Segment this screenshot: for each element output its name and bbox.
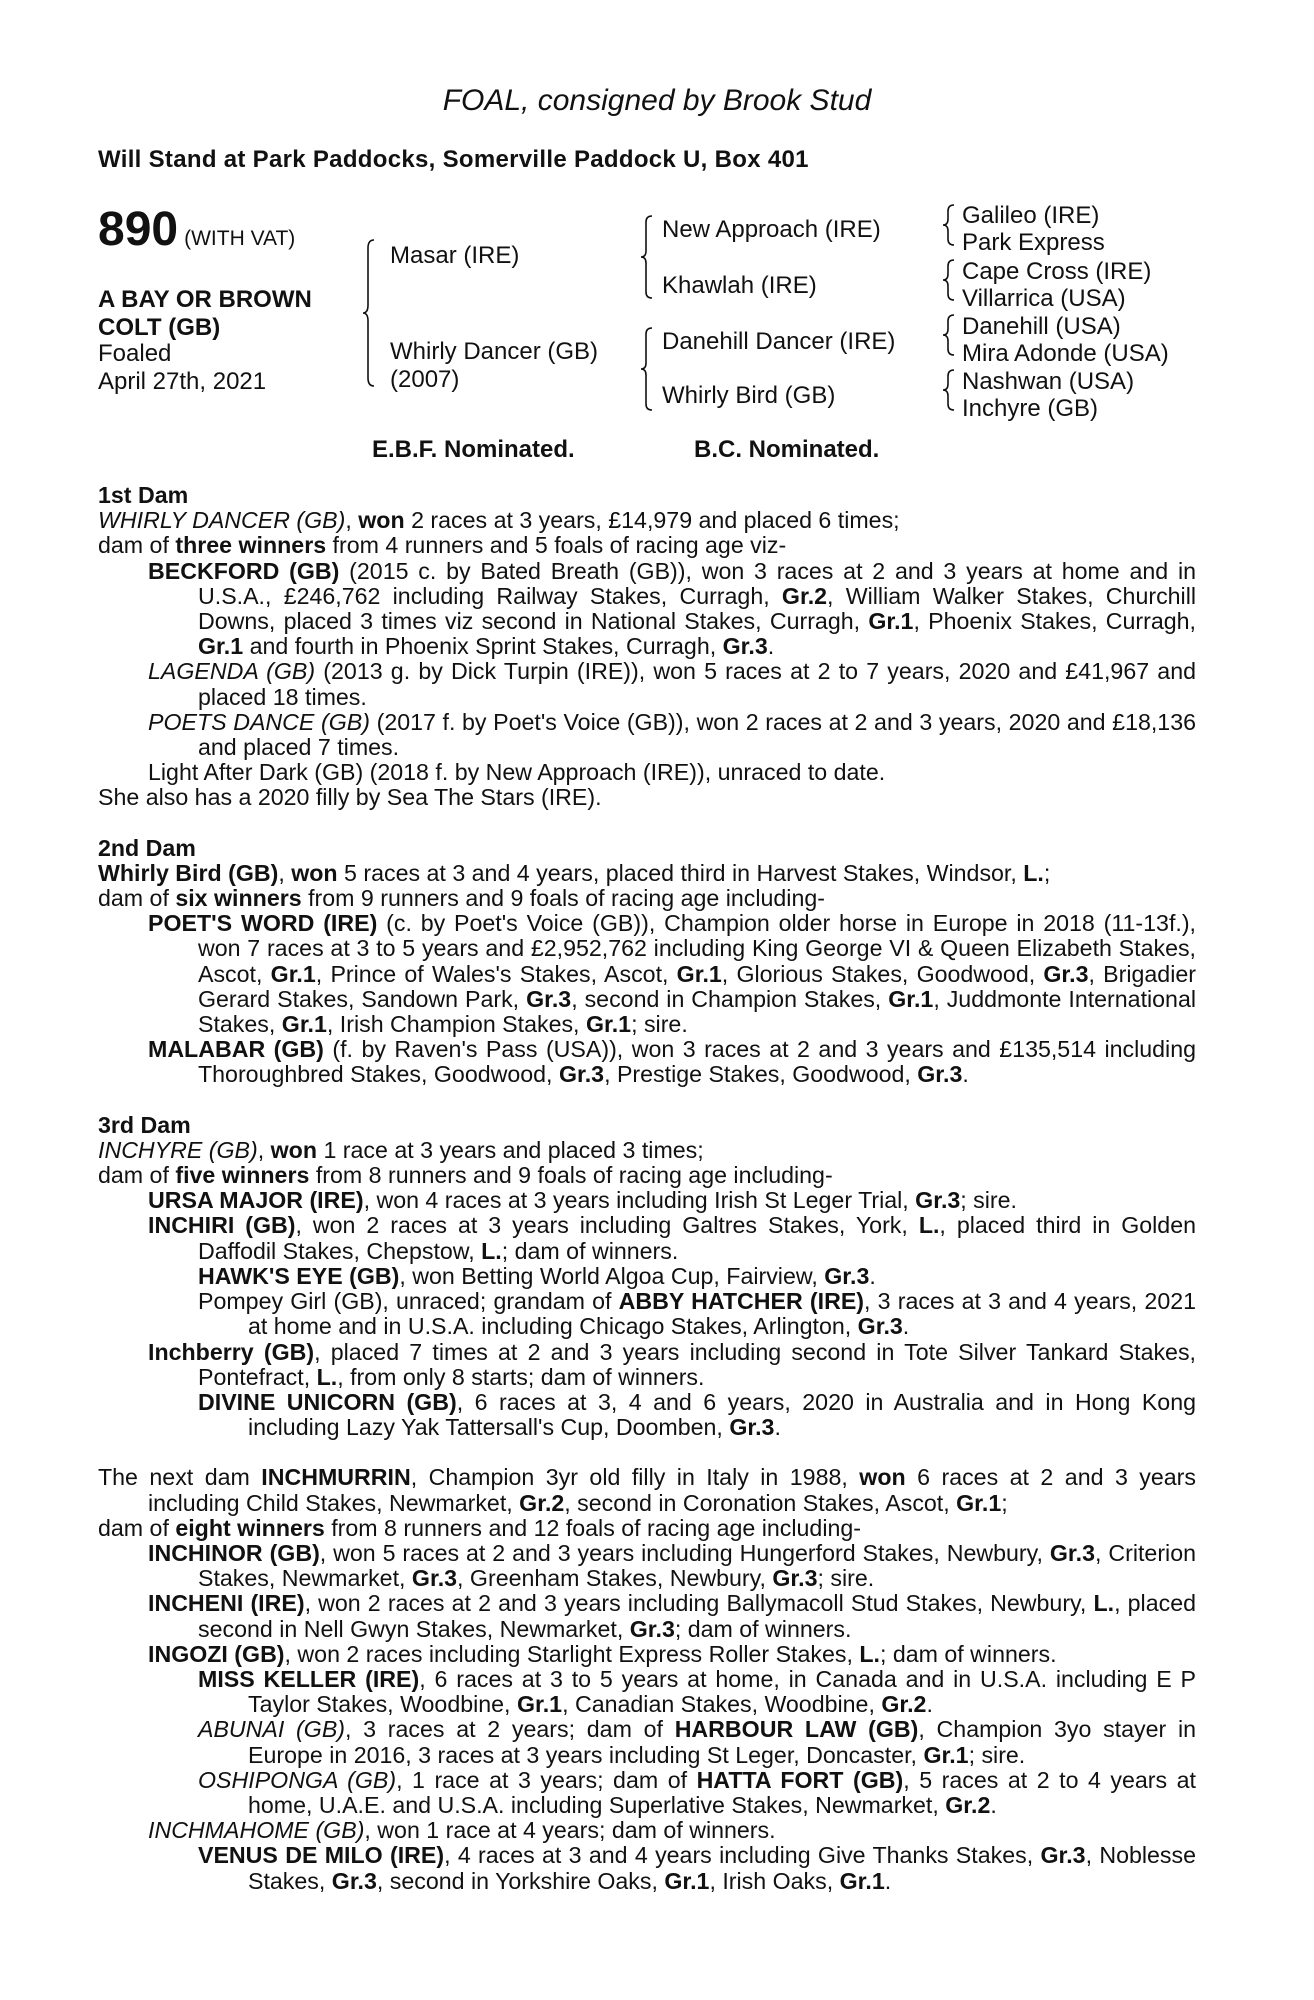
foaled-date: April 27th, 2021 — [98, 368, 267, 395]
text-run: . — [774, 1414, 781, 1441]
text-run: dam of — [98, 1514, 176, 1541]
emphasis-text: HAWK'S EYE (GB) — [198, 1262, 400, 1289]
emphasis-text: HARBOUR LAW (GB) — [674, 1716, 919, 1743]
text-run: , Canadian Stakes, Woodbine, — [562, 1691, 882, 1718]
emphasis-text: Gr.3 — [629, 1615, 675, 1642]
text-run: ; sire. — [817, 1565, 875, 1592]
third-dam-para — [98, 1289, 1196, 1339]
pedigree-brace-6 — [942, 313, 956, 357]
emphasis-text: Gr.3 — [558, 1061, 605, 1088]
emphasis-text: Gr.1 — [888, 985, 934, 1012]
italic-name: POETS DANCE (GB) — [148, 708, 370, 735]
emphasis-text: Gr.1 — [585, 1011, 632, 1038]
emphasis-text: Gr.2 — [519, 1489, 565, 1516]
emphasis-text: L. — [859, 1640, 880, 1667]
italic-name: ABUNAI (GB) — [198, 1716, 346, 1743]
third-dam-para — [98, 1213, 1196, 1263]
text-run: 2 races at 3 years, £14,979 and placed 6 times; — [404, 507, 900, 534]
text-run: (2015 c. by Bated Breath (GB)), won 3 races at 2 and 3 years at home and in U.S.A., £246,762 including Railway Stakes, Curragh, — [198, 557, 1196, 609]
text-run: 5 races at 3 and 4 years, placed third in Harvest Stakes, Windsor, — [337, 859, 1024, 886]
emphasis-text: POET'S WORD (IRE) — [148, 910, 378, 937]
third-dam-para — [98, 1188, 1196, 1213]
next-dam-para — [98, 1818, 1196, 1843]
text-run: . — [869, 1262, 876, 1289]
emphasis-text: won — [358, 507, 405, 534]
first-dam-para — [98, 710, 1196, 760]
emphasis-text: INCHMURRIN — [261, 1464, 411, 1491]
text-run: , second in Champion Stakes, — [571, 985, 889, 1012]
pedigree-sire-sire: New Approach (IRE) — [662, 216, 881, 243]
text-run: , William Walker Stakes, Churchill Downs, placed 3 times viz second in National Stakes, Curragh, — [198, 582, 1197, 635]
text-run: (c. by Poet's Voice (GB)), Champion older horse in Europe in 2018 (11-13f.), won 7 races at 3 to 5 years and £2,952,762 including King George VI & Queen Elizabeth Stakes, Ascot, — [198, 910, 1196, 987]
emphasis-text: DIVINE UNICORN (GB) — [198, 1388, 457, 1415]
next-dam-para — [98, 1465, 1196, 1515]
first-dam-section — [98, 483, 1196, 811]
emphasis-text: INCHIRI (GB) — [148, 1212, 296, 1239]
emphasis-text: HATTA FORT (GB) — [696, 1766, 904, 1793]
emphasis-text: Gr.2 — [781, 582, 828, 609]
text-run: The next dam — [98, 1464, 262, 1491]
emphasis-text: Gr.3 — [1040, 1842, 1086, 1869]
text-run: ; sire. — [968, 1741, 1026, 1768]
text-run: from 8 runners and 9 foals of racing age including- — [309, 1162, 833, 1189]
pedigree-g8: Inchyre (GB) — [962, 395, 1099, 422]
text-run: (2013 g. by Dick Turpin (IRE)), won 5 races at 2 to 7 years, 2020 and £41,967 and placed 18 times. — [198, 658, 1196, 710]
italic-name: INCHYRE (GB) — [98, 1136, 258, 1163]
emphasis-text: Gr.3 — [772, 1565, 818, 1592]
pedigree-g7: Nashwan (USA) — [962, 368, 1135, 395]
first-dam-para — [98, 533, 1196, 558]
text-run: , Champion 3yr old filly in Italy in 1988, — [410, 1464, 860, 1491]
emphasis-text: Gr.3 — [411, 1565, 458, 1592]
emphasis-text: ABBY HATCHER (IRE) — [618, 1288, 865, 1315]
pedigree-g4: Villarrica (USA) — [962, 285, 1126, 312]
text-run: . — [902, 1313, 910, 1340]
text-run: , won 1 race at 4 years; dam of winners. — [364, 1817, 776, 1844]
emphasis-text: MISS KELLER (IRE) — [198, 1665, 420, 1692]
third-dam-para — [98, 1163, 1196, 1188]
emphasis-text: VENUS DE MILO (IRE) — [198, 1842, 445, 1869]
description-line-1: A BAY OR BROWN — [98, 286, 312, 313]
text-run: dam of — [98, 885, 176, 912]
text-run: , Prince of Wales's Stakes, Ascot, — [315, 960, 677, 987]
pedigree-brace-7 — [942, 368, 956, 412]
text-run: dam of — [98, 1162, 176, 1189]
ebf-nomination: E.B.F. Nominated. — [372, 436, 575, 463]
text-run: , 3 races at 2 years; dam of — [345, 1716, 675, 1743]
text-run: Light After Dark (GB) (2018 f. by New Approach (IRE)), unraced to date. — [148, 759, 886, 786]
text-run: , 3 races at 3 and 4 years, 2021 at home and in U.S.A. including Chicago Stakes, Arlington, — [248, 1288, 1197, 1340]
text-run: , — [278, 859, 292, 886]
lot-number: 890 — [98, 203, 179, 256]
emphasis-text: Gr.3 — [857, 1313, 903, 1340]
text-run: from 8 runners and 12 foals of racing age including- — [324, 1514, 861, 1541]
emphasis-text: Gr.2 — [881, 1691, 927, 1718]
text-run: , won 4 races at 3 years including Irish St Leger Trial, — [363, 1187, 916, 1214]
emphasis-text: Gr.1 — [664, 1867, 710, 1894]
text-run: , 5 races at 2 to 4 years at home, U.A.E. and U.S.A. including Superlative Stakes, Newmarket, — [248, 1766, 1196, 1818]
emphasis-text: L. — [316, 1363, 338, 1390]
third-dam-para — [98, 1138, 1196, 1163]
text-run: . — [990, 1791, 997, 1818]
third-dam-section — [98, 1113, 1196, 1441]
first-dam-para — [98, 785, 1196, 810]
text-run: , won 5 races at 2 and 3 years including Hungerford Stakes, Newbury, — [319, 1539, 1050, 1566]
emphasis-text: Gr.3 — [917, 1061, 963, 1088]
emphasis-text: Gr.2 — [945, 1791, 991, 1818]
emphasis-text: INCHENI (IRE) — [148, 1590, 305, 1617]
emphasis-text: eight winners — [175, 1514, 325, 1541]
text-run: from 9 runners and 9 foals of racing age including- — [301, 885, 825, 912]
text-run: (f. by Raven's Pass (USA)), won 3 races at 2 and 3 years and £135,514 including Thoroughbred Stakes, Goodwood, — [198, 1036, 1196, 1088]
third-dam-para — [98, 1390, 1196, 1440]
italic-name: LAGENDA (GB) — [148, 658, 316, 685]
next-dam-para — [98, 1591, 1196, 1641]
next-dam-para — [98, 1642, 1196, 1667]
text-run: , Juddmonte International Stakes, — [198, 985, 1196, 1038]
emphasis-text: BECKFORD (GB) — [148, 557, 340, 584]
emphasis-text: L. — [918, 1212, 940, 1239]
pedigree-dam-year: (2007) — [390, 366, 460, 393]
emphasis-text: won — [270, 1136, 318, 1163]
text-run: ; dam of winners. — [501, 1237, 679, 1264]
pedigree-brace-3 — [640, 326, 654, 412]
text-run: . — [767, 633, 775, 660]
emphasis-text: Inchberry (GB) — [148, 1338, 315, 1365]
emphasis-text: Whirly Bird (GB) — [98, 859, 279, 886]
emphasis-text: Gr.3 — [331, 1867, 377, 1894]
emphasis-text: Gr.1 — [516, 1691, 563, 1718]
text-run: , Glorious Stakes, Goodwood, — [721, 960, 1044, 987]
text-run: , Champion 3yo stayer in Europe in 2016, 3 races at 3 years including St Leger, Doncaster, — [248, 1716, 1197, 1768]
emphasis-text: five winners — [175, 1162, 310, 1189]
text-run: , won Betting World Algoa Cup, Fairview, — [399, 1262, 825, 1289]
text-run: . — [884, 1867, 892, 1894]
text-run: , Noblesse Stakes, — [248, 1842, 1196, 1894]
text-run: , placed 7 times at 2 and 3 years including second in Tote Silver Tankard Stakes, Pontefract, — [198, 1338, 1196, 1390]
next-dam-para — [98, 1541, 1196, 1591]
emphasis-text: Gr.1 — [839, 1867, 885, 1894]
first-dam-heading: 1st Dam — [98, 482, 189, 508]
foaled-label: Foaled — [98, 340, 172, 367]
catalogue-body — [98, 483, 1196, 1894]
text-run: , Prestige Stakes, Goodwood, — [604, 1061, 918, 1088]
pedigree-dam: Whirly Dancer (GB) — [390, 338, 599, 365]
first-dam-para — [98, 508, 1196, 533]
italic-name: INCHMAHOME (GB) — [148, 1817, 365, 1844]
text-run: , won 2 races at 3 years including Galtres Stakes, York, — [295, 1212, 919, 1239]
pedigree-brace-5 — [942, 258, 956, 302]
bc-nomination: B.C. Nominated. — [694, 436, 880, 463]
text-run: , second in Coronation Stakes, Ascot, — [564, 1489, 957, 1516]
second-dam-para — [98, 911, 1196, 1037]
first-dam-para — [98, 559, 1196, 660]
next-dam-para — [98, 1516, 1196, 1541]
second-dam-para — [98, 861, 1196, 886]
pedigree-dam-dam: Whirly Bird (GB) — [662, 382, 836, 409]
pedigree-brace-1 — [362, 238, 376, 388]
emphasis-text: Gr.3 — [824, 1262, 870, 1289]
description-line-2: COLT (GB) — [98, 314, 221, 341]
emphasis-text: Gr.3 — [729, 1414, 775, 1441]
emphasis-text: INGOZI (GB) — [148, 1640, 285, 1667]
pedigree-g2: Park Express — [962, 229, 1105, 256]
text-run: , 6 races at 3 to 5 years at home, in Canada and in U.S.A. including E P Taylor Stakes, Woodbine, — [248, 1665, 1197, 1718]
text-run: , Brigadier Gerard Stakes, Sandown Park, — [198, 960, 1196, 1012]
emphasis-text: Gr.1 — [676, 960, 722, 987]
pedigree-sire-dam: Khawlah (IRE) — [662, 272, 817, 299]
text-run: , won 2 races at 2 and 3 years including Ballymacoll Stud Stakes, Newbury, — [304, 1590, 1094, 1617]
stand-location: Will Stand at Park Paddocks, Somerville Paddock U, Box 401 — [98, 146, 809, 173]
pedigree-g3: Cape Cross (IRE) — [962, 258, 1152, 285]
emphasis-text: L. — [1023, 859, 1044, 886]
text-run: , placed third in Golden Daffodil Stakes, Chepstow, — [198, 1212, 1196, 1264]
text-run: ; sire. — [631, 1011, 688, 1038]
emphasis-text: won — [291, 859, 338, 886]
third-dam-heading: 3rd Dam — [98, 1111, 191, 1138]
text-run: ; sire. — [960, 1187, 1017, 1214]
next-dam-para — [98, 1768, 1196, 1818]
next-dam-para — [98, 1717, 1196, 1767]
next-dam-para — [98, 1843, 1196, 1893]
emphasis-text: Gr.1 — [868, 608, 914, 635]
text-run: (2017 f. by Poet's Voice (GB)), won 2 races at 2 and 3 years, 2020 and £18,136 and placed 7 times. — [198, 708, 1196, 761]
second-dam-para — [98, 886, 1196, 911]
pedigree-dam-sire: Danehill Dancer (IRE) — [662, 328, 896, 355]
emphasis-text: Gr.3 — [1043, 960, 1089, 987]
second-dam-para — [98, 1037, 1196, 1087]
text-run: , Irish Oaks, — [709, 1867, 840, 1894]
text-run: ; dam of winners. — [879, 1640, 1057, 1667]
text-run: ; — [1001, 1489, 1008, 1516]
text-run: . — [926, 1691, 933, 1718]
text-run: She also has a 2020 filly by Sea The Stars (IRE). — [98, 784, 602, 811]
emphasis-text: Gr.3 — [915, 1187, 961, 1214]
emphasis-text: L. — [1093, 1590, 1115, 1617]
text-run: , Irish Champion Stakes, — [326, 1011, 586, 1038]
text-run: dam of — [98, 532, 176, 559]
next-dam-section — [98, 1465, 1196, 1893]
text-run: , 1 race at 3 years; dam of — [396, 1766, 697, 1793]
pedigree-brace-4 — [942, 203, 956, 247]
emphasis-text: MALABAR (GB) — [148, 1036, 324, 1063]
italic-name: WHIRLY DANCER (GB) — [98, 507, 346, 534]
foaling-info — [98, 340, 266, 396]
lot-header — [98, 202, 295, 257]
text-run: ; dam of winners. — [674, 1615, 852, 1642]
second-dam-section — [98, 836, 1196, 1088]
text-run: , from only 8 starts; dam of winners. — [337, 1363, 705, 1390]
emphasis-text: URSA MAJOR (IRE) — [148, 1187, 364, 1214]
page-title: FOAL, consigned by Brook Stud — [442, 84, 872, 117]
text-run: ; — [1043, 859, 1051, 886]
text-run: . — [962, 1061, 969, 1088]
text-run: , Phoenix Stakes, Curragh, — [913, 608, 1196, 635]
text-run: , won 2 races including Starlight Express Roller Stakes, — [284, 1640, 860, 1667]
text-run: 1 race at 3 years and placed 3 times; — [317, 1136, 704, 1163]
text-run: , 4 races at 3 and 4 years including Give Thanks Stakes, — [444, 1842, 1041, 1869]
third-dam-para — [98, 1264, 1196, 1289]
emphasis-text: Gr.3 — [526, 985, 572, 1012]
pedigree-sire: Masar (IRE) — [390, 242, 520, 269]
pedigree-g6: Mira Adonde (USA) — [962, 340, 1169, 367]
emphasis-text: Gr.1 — [923, 1741, 969, 1768]
emphasis-text: Gr.1 — [270, 960, 316, 987]
text-run: , Greenham Stakes, Newbury, — [457, 1565, 773, 1592]
emphasis-text: Gr.1 — [281, 1011, 327, 1038]
emphasis-text: won — [859, 1464, 906, 1491]
emphasis-text: L. — [481, 1237, 502, 1264]
pedigree-g5: Danehill (USA) — [962, 313, 1121, 340]
vat-note: (WITH VAT) — [184, 227, 296, 250]
third-dam-para — [98, 1340, 1196, 1390]
pedigree-g1: Galileo (IRE) — [962, 202, 1100, 229]
first-dam-para — [98, 760, 1196, 785]
emphasis-text: Gr.3 — [1049, 1539, 1096, 1566]
text-run: , 6 races at 3, 4 and 6 years, 2020 in Australia and in Hong Kong including Lazy Yak Tattersall's Cup, Doomben, — [248, 1388, 1196, 1441]
lot-description — [98, 286, 312, 342]
emphasis-text: Gr.1 — [198, 633, 244, 660]
emphasis-text: three winners — [175, 532, 327, 559]
emphasis-text: six winners — [175, 885, 302, 912]
text-run: , — [345, 507, 359, 534]
italic-name: OSHIPONGA (GB) — [198, 1766, 397, 1793]
text-run: from 4 runners and 5 foals of racing age viz- — [326, 532, 787, 559]
text-run: and fourth in Phoenix Sprint Stakes, Curragh, — [243, 633, 723, 660]
text-run: , placed second in Nell Gwyn Stakes, Newmarket, — [198, 1590, 1196, 1642]
text-run: 6 races at 2 and 3 years including Child Stakes, Newmarket, — [148, 1464, 1196, 1516]
first-dam-para — [98, 659, 1196, 709]
text-run: Pompey Girl (GB), unraced; grandam of — [198, 1288, 619, 1315]
text-run: , second in Yorkshire Oaks, — [376, 1867, 665, 1894]
emphasis-text: INCHINOR (GB) — [148, 1539, 320, 1566]
pedigree-brace-2 — [640, 214, 654, 300]
next-dam-para — [98, 1667, 1196, 1717]
text-run: , Criterion Stakes, Newmarket, — [198, 1539, 1196, 1592]
second-dam-heading: 2nd Dam — [98, 834, 196, 861]
emphasis-text: Gr.1 — [956, 1489, 1002, 1516]
text-run: , — [257, 1136, 271, 1163]
emphasis-text: Gr.3 — [722, 633, 768, 660]
